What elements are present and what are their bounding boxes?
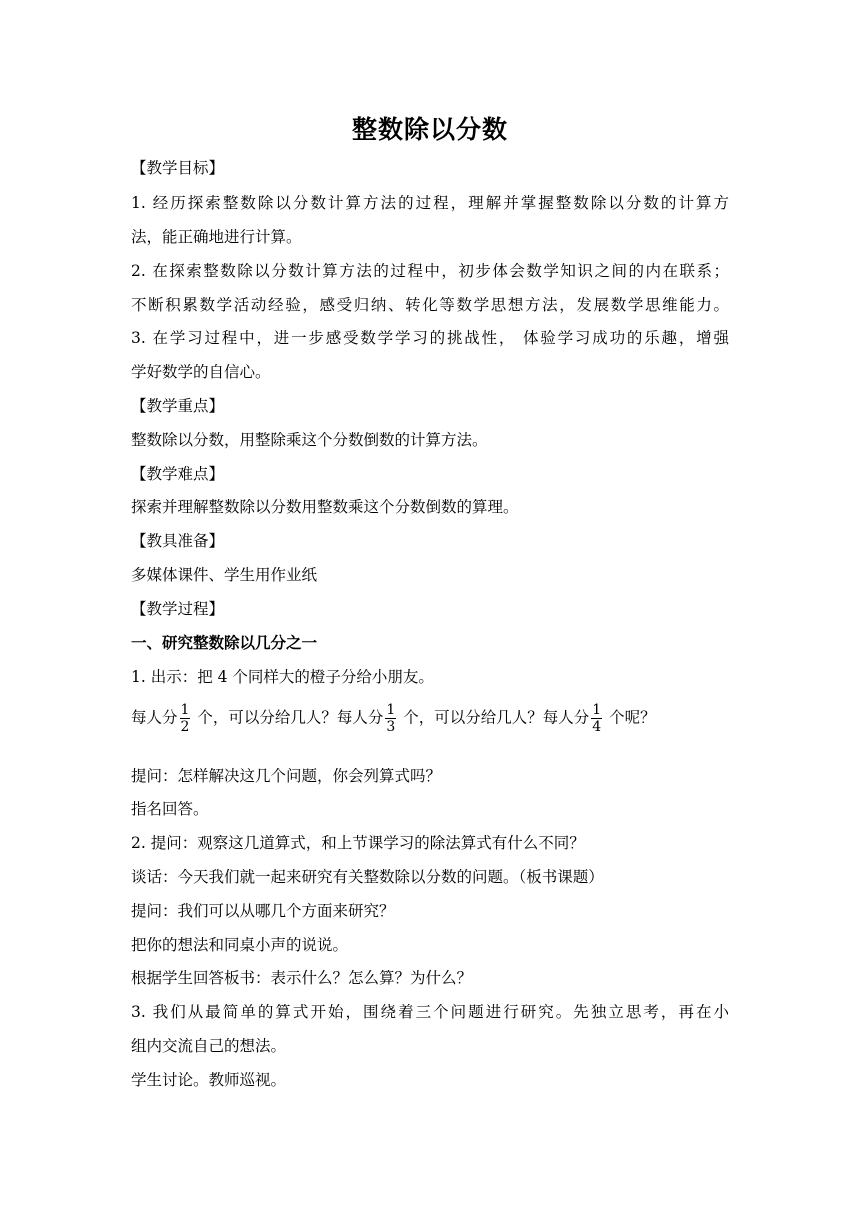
objective-3-line-1: 3. 在学习过程中，进一步感受数学学习的挑战性， 体验学习成功的乐趣，增强 <box>131 329 729 347</box>
fraction-denominator: 2 <box>180 719 190 735</box>
ask-2: 2. 提问：观察这几道算式，和上节课学习的除法算式有什么不同？ <box>131 834 585 852</box>
materials-heading: 【教具准备】 <box>131 532 225 550</box>
fraction-numerator: 1 <box>386 702 396 718</box>
key-points-heading: 【教学重点】 <box>131 397 225 415</box>
key-points-text: 整数除以分数，用整除乘这个分数倒数的计算方法。 <box>131 431 488 449</box>
ask-1: 提问：怎样解决这几个问题，你会列算式吗？ <box>131 767 442 785</box>
question-text-4: 个呢？ <box>609 708 656 727</box>
objective-2-line-2: 不断积累数学活动经验，感受归纳、转化等数学思想方法，发展数学思维能力。 <box>131 296 729 314</box>
question-line <box>131 702 656 735</box>
fraction-numerator: 1 <box>592 702 602 718</box>
fraction-numerator: 1 <box>180 702 190 718</box>
fraction-one-quarter <box>591 702 602 735</box>
question-text-3: 个，可以分给几人？每人分 <box>403 708 590 727</box>
fraction-denominator: 3 <box>386 719 396 735</box>
objective-2-line-1: 2. 在探索整数除以分数计算方法的过程中，初步体会数学知识之间的内在联系； <box>131 262 729 280</box>
answer-1: 指名回答。 <box>131 800 209 818</box>
objective-3-line-2: 学好数学的自信心。 <box>131 363 271 381</box>
materials-text: 多媒体课件、学生用作业纸 <box>131 566 318 584</box>
fraction-one-third <box>385 702 396 735</box>
difficulties-heading: 【教学难点】 <box>131 465 225 483</box>
talk: 谈话：今天我们就一起来研究有关整数除以分数的问题。（板书课题） <box>131 868 604 886</box>
section-1-heading: 一、研究整数除以几分之一 <box>131 634 318 652</box>
step-3-line-2: 组内交流自己的想法。 <box>131 1037 287 1055</box>
fraction-one-half <box>180 702 191 735</box>
ask-3: 提问：我们可以从哪几个方面来研究？ <box>131 902 395 920</box>
question-text-2: 个，可以分给几人？每人分 <box>197 708 384 727</box>
step-3-line-1: 3. 我们从最简单的算式开始，围绕着三个问题进行研究。先独立思考，再在小 <box>131 1003 729 1021</box>
objectives-heading: 【教学目标】 <box>131 159 225 177</box>
show-line: 1. 出示：把 4 个同样大的橙子分给小朋友。 <box>131 668 434 686</box>
share: 把你的想法和同桌小声的说说。 <box>131 936 349 954</box>
question-text-1: 每人分 <box>131 708 178 727</box>
discuss: 学生讨论。教师巡视。 <box>131 1071 287 1089</box>
document-title: 整数除以分数 <box>351 115 508 144</box>
objective-1-line-2: 法，能正确地进行计算。 <box>131 228 302 246</box>
board-note: 根据学生回答板书：表示什么？怎么算？为什么？ <box>131 969 473 987</box>
difficulties-text: 探索并理解整数除以分数用整数乘这个分数倒数的算理。 <box>131 498 519 516</box>
objective-1-line-1: 1. 经历探索整数除以分数计算方法的过程，理解并掌握整数除以分数的计算方 <box>131 194 729 212</box>
process-heading: 【教学过程】 <box>131 600 225 618</box>
fraction-denominator: 4 <box>592 719 602 735</box>
